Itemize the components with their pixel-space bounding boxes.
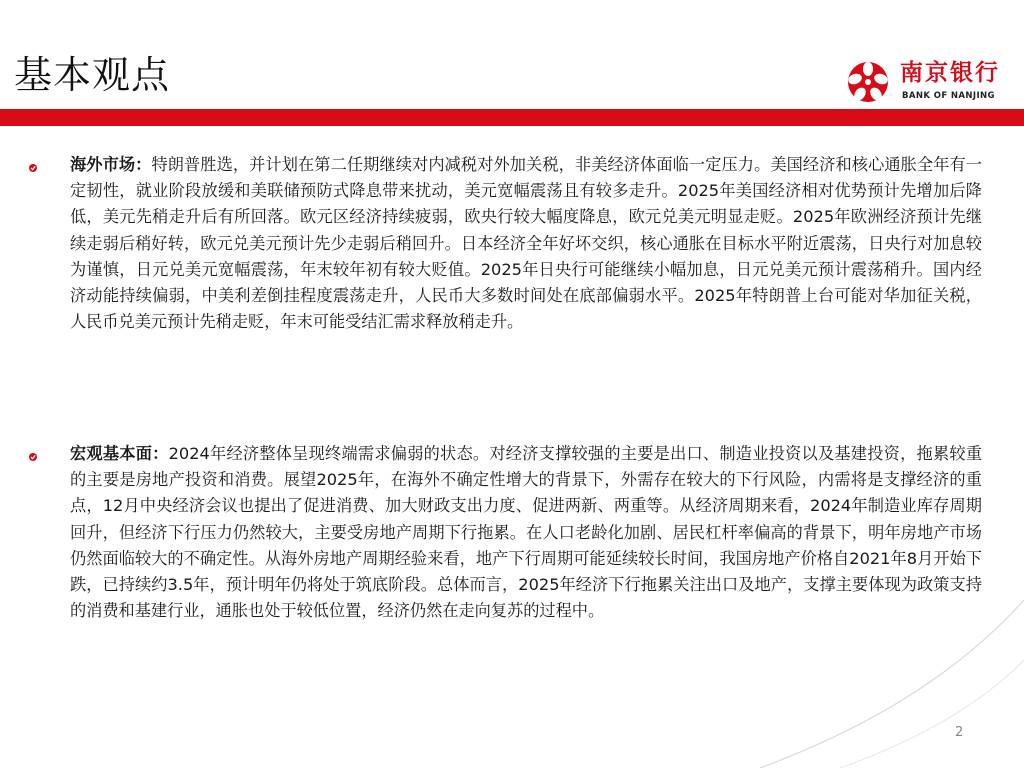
section-lead: 宏观基本面：	[70, 444, 169, 463]
section-lead: 海外市场：	[70, 155, 152, 174]
bank-name-en: BANK OF NANJING	[902, 91, 995, 101]
section-body: 特朗普胜选，并计划在第二任期继续对内减税对外加关税，非美经济体面临一定压力。美国经济和核心通胀全年有一定韧性，就业阶段放缓和美联储预防式降息带来扰动，美元宽幅震荡且有较多走升。2025年美国经济相对优势预计先增加后降低，美元先稍走升后有所回落。欧元区经济持续疲弱，欧央行较大幅度降息，欧元兑美元明显走贬。2025年欧洲经济预计先继续走弱后稍好转，欧元兑美元预计先少走弱后稍回升。日本经济全年好坏交织，核心通胀在目标水平附近震荡，日央行对加息较为谨慎，日元兑美元宽幅震荡，年末较年初有较大贬值。2025年日央行可能继续小幅加息，日元兑美元预计震荡稍升。国内经济动能持续偏弱，中美利差倒挂程度震荡走升，人民币大多数时间处在底部偏弱水平。2025年特朗普上台可能对华加征关税，人民币兑美元预计先稍走贬，年末可能受结汇需求释放稍走升。	[70, 155, 982, 332]
page-number: 2	[955, 725, 964, 740]
bullet-icon	[28, 452, 38, 462]
bank-logo	[846, 58, 1016, 106]
bank-name-cn: 南京银行	[900, 60, 1000, 86]
section-macro-fundamentals	[70, 441, 982, 624]
section-overseas-market	[70, 152, 982, 335]
bullet-icon	[28, 163, 38, 173]
header-divider-bar	[0, 109, 1024, 126]
section-body: 2024年经济整体呈现终端需求偏弱的状态。对经济支撑较强的主要是出口、制造业投资以及基建投资，拖累较重的主要是房地产投资和消费。展望2025年，在海外不确定性增大的背景下，外需存在较大的下行风险，内需将是支撑经济的重点，12月中央经济会议也提出了促进消费、加大财政支出力度、促进两新、两重等。从经济周期来看，2024年制造业库存周期回升，但经济下行压力仍然较大，主要受房地产周期下行拖累。在人口老龄化加剧、居民杠杆率偏高的背景下，明年房地产市场仍然面临较大的不确定性。从海外房地产周期经验来看，地产下行周期可能延续较长时间，我国房地产价格自2021年8月开始下跌，已持续约3.5年，预计明年仍将处于筑底阶段。总体而言，2025年经济下行拖累关注出口及地产，支撑主要体现为政策支持的消费和基建行业，通胀也处于较低位置，经济仍然在走向复苏的过程中。	[70, 444, 983, 621]
bank-emblem-icon	[846, 60, 890, 104]
page-title: 基本观点	[14, 53, 171, 97]
